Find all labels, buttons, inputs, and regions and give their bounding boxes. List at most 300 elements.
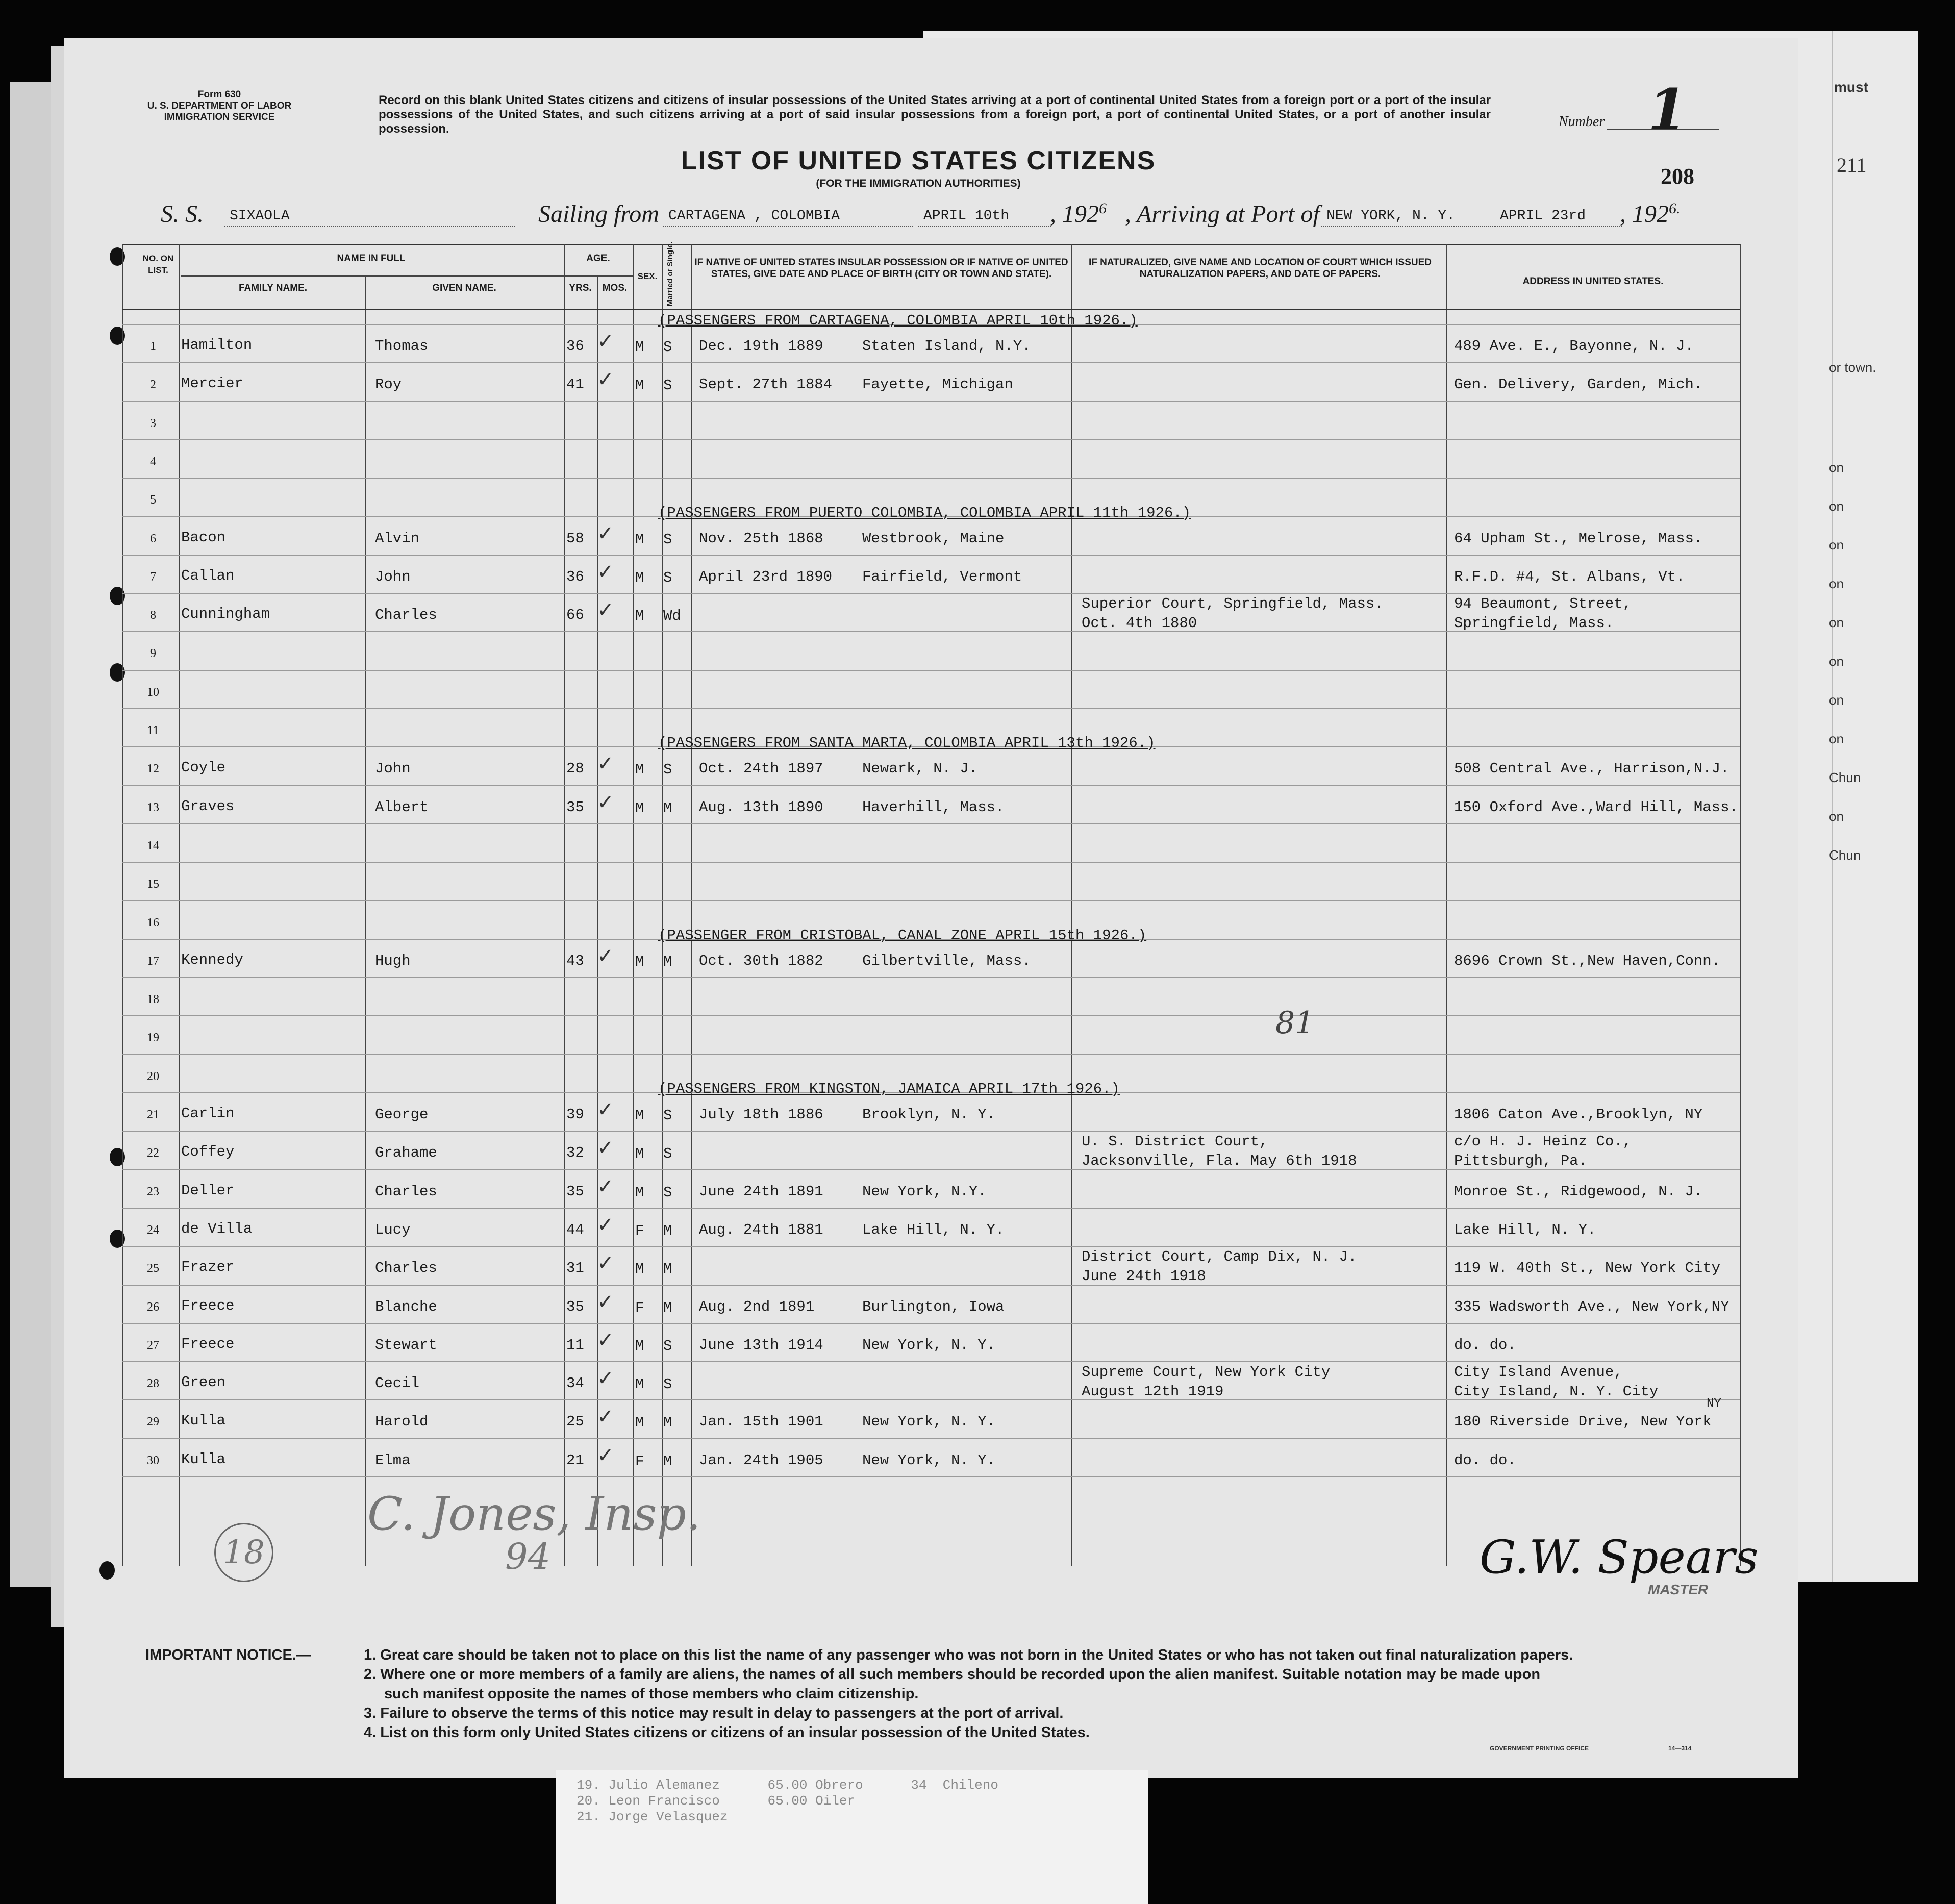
sailing-line (0, 200, 1735, 231)
age-years: 35 (566, 799, 584, 816)
departure-port: CARTAGENA , COLOMBIA (663, 208, 913, 227)
given-name: Hugh (375, 953, 411, 969)
check-mark: ✓ (597, 1405, 614, 1429)
address: c/o H. J. Heinz Co., (1454, 1133, 1632, 1150)
back-sheet-column-text: on (1829, 460, 1844, 475)
birth-place: Westbrook, Maine (862, 530, 1005, 547)
row-number: 9 (150, 647, 156, 660)
age-years: 66 (566, 607, 584, 623)
row-number: 25 (147, 1262, 159, 1275)
age-years: 32 (566, 1144, 584, 1161)
table-column-rule (1071, 244, 1072, 1566)
check-mark: ✓ (597, 752, 614, 775)
row-number: 17 (147, 955, 159, 968)
given-name: Grahame (375, 1144, 437, 1161)
check-mark: ✓ (597, 522, 614, 545)
birth-date: Jan. 15th 1901 (699, 1413, 823, 1430)
col-birth: IF NATIVE OF UNITED STATES INSULAR POSSESSION OR IF NATIVE OF UNITED STATES, GIVE DATE AND PLACE OF BIRTH (CITY OR TOWN AND STATE). (694, 257, 1068, 280)
birth-place: New York, N.Y. (862, 1183, 987, 1200)
important-notice (145, 1645, 1722, 1742)
family-name: Coffey (181, 1143, 235, 1160)
given-name: Roy (375, 376, 402, 393)
family-name: Kennedy (181, 951, 243, 968)
address: do. do. (1454, 1452, 1516, 1469)
sex: M (635, 761, 644, 778)
address: Gen. Delivery, Garden, Mich. (1454, 376, 1703, 393)
header-sub-rule (564, 275, 633, 277)
given-name: Stewart (375, 1337, 437, 1354)
marital-status: S (663, 761, 672, 778)
row-number: 2 (150, 378, 156, 391)
back-sheet-column-text: on (1829, 692, 1844, 708)
table-column-rule (633, 244, 634, 1566)
family-name: Freece (181, 1297, 235, 1314)
check-mark: ✓ (597, 560, 614, 584)
row-number: 16 (147, 916, 159, 930)
age-years: 35 (566, 1298, 584, 1315)
page-stamp: 208 (1661, 164, 1694, 189)
row-number: 24 (147, 1223, 159, 1237)
given-name: Albert (375, 799, 429, 816)
row-number: 13 (147, 801, 159, 814)
birth-place: Newark, N. J. (862, 760, 978, 777)
table-column-rule (122, 244, 123, 1566)
header-sub-rule (181, 275, 564, 277)
given-name: John (375, 760, 411, 777)
birth-date: Oct. 30th 1882 (699, 953, 823, 969)
inspector-number: 94 (505, 1536, 551, 1577)
sex: M (635, 1145, 644, 1162)
back-sheet-text-must: must (1834, 79, 1868, 95)
form-number: Form 630 (197, 89, 241, 100)
row-rule (122, 785, 1740, 786)
row-rule (122, 439, 1740, 440)
marital-status: S (663, 531, 672, 548)
back-sheet-column-text: on (1829, 654, 1844, 669)
address: Lake Hill, N. Y. (1454, 1221, 1596, 1238)
notice-item-2-continued: such manifest opposite the names of those members who claim citizenship. (384, 1686, 919, 1702)
birth-date: Sept. 27th 1884 (699, 376, 833, 393)
notice-item-1 (145, 1645, 1722, 1665)
marital-status: M (663, 800, 672, 817)
row-number: 4 (150, 455, 156, 468)
marital-status: S (663, 1145, 672, 1162)
family-name: Hamilton (181, 337, 253, 354)
birth-place: Fayette, Michigan (862, 376, 1013, 393)
sex: M (635, 1414, 644, 1431)
sex: M (635, 1338, 644, 1355)
row-number: 10 (147, 686, 159, 699)
age-years: 21 (566, 1452, 584, 1469)
ship-name: SIXAOLA (224, 208, 515, 227)
age-years: 44 (566, 1221, 584, 1238)
number-label: Number (1559, 114, 1605, 130)
marital-status: S (663, 377, 672, 394)
address-line-2: City Island, N. Y. City (1454, 1383, 1659, 1400)
address-note: NY (1707, 1397, 1721, 1411)
address: 335 Wadsworth Ave., New York,NY (1454, 1298, 1730, 1315)
back-sheet-number: 211 (1837, 154, 1867, 177)
marital-status: S (663, 339, 672, 356)
form-identifier (133, 89, 306, 123)
family-name: Frazer (181, 1259, 235, 1275)
row-number: 1 (150, 340, 156, 353)
row-number: 22 (147, 1146, 159, 1160)
notice-text: 1. Great care should be taken not to place on this list the name of any passenger who was not born in the United States or who has not taken out final naturalization papers. (364, 1647, 1573, 1663)
birth-date: Aug. 2nd 1891 (699, 1298, 815, 1315)
address: 64 Upham St., Melrose, Mass. (1454, 530, 1703, 547)
row-rule (122, 1361, 1740, 1362)
sex: M (635, 569, 644, 586)
row-rule (122, 1208, 1740, 1209)
underlying-strip (556, 1770, 1148, 1904)
punch-hole (99, 1561, 115, 1580)
check-mark: ✓ (597, 791, 614, 814)
col-age-yrs: YRS. (569, 283, 592, 293)
address: 1806 Caton Ave.,Brooklyn, NY (1454, 1106, 1703, 1123)
given-name: George (375, 1106, 429, 1123)
birth-place: Brooklyn, N. Y. (862, 1106, 996, 1123)
sex: F (635, 1453, 644, 1470)
given-name: Alvin (375, 530, 420, 547)
notice-lead: IMPORTANT NOTICE.— (145, 1647, 311, 1663)
page-title: LIST OF UNITED STATES CITIZENS (681, 146, 1156, 176)
check-mark: ✓ (597, 1136, 614, 1160)
family-name: Callan (181, 567, 235, 584)
sailing-from-label: Sailing from (538, 201, 659, 228)
birth-date: June 13th 1914 (699, 1337, 823, 1354)
table-column-rule (1740, 244, 1741, 1566)
row-number: 8 (150, 609, 156, 622)
sex: M (635, 1376, 644, 1393)
row-rule (122, 1015, 1740, 1016)
notice-item-3: 3. Failure to observe the terms of this notice may result in delay to passengers at the port of arrival. (364, 1705, 1064, 1721)
birth-place: Gilbertville, Mass. (862, 953, 1031, 969)
col-no-on-list: NO. ON LIST. (142, 254, 174, 275)
table-column-rule (1446, 244, 1447, 1566)
strip-line: 20. Leon Francisco 65.00 Oiler (577, 1793, 856, 1809)
background-sheet-rule (1832, 31, 1833, 1582)
birth-date: Aug. 24th 1881 (699, 1221, 823, 1238)
table-top-rule (122, 244, 1740, 245)
row-number: 27 (147, 1339, 159, 1352)
record-instructions: Record on this blank United States citizens and citizens of insular possessions of the United States arriving at a port of continental United States from a foreign port or a port of the insular possessions of the United States, and such citizens arriving at a port of said insular possessions from a foreign port, a port of continental United States, or a port of another insular possession. (379, 93, 1491, 136)
given-name: John (375, 568, 411, 585)
birth-place: Lake Hill, N. Y. (862, 1221, 1005, 1238)
row-rule (122, 555, 1740, 556)
family-name: Coyle (181, 759, 226, 776)
col-address: ADDRESS IN UNITED STATES. (1522, 276, 1664, 287)
sex: M (635, 531, 644, 548)
row-rule (122, 1285, 1740, 1286)
birth-date: Aug. 13th 1890 (699, 799, 823, 816)
marital-status: M (663, 1299, 672, 1316)
row-number: 12 (147, 762, 159, 775)
birth-date: Nov. 25th 1868 (699, 530, 823, 547)
address: City Island Avenue, (1454, 1364, 1623, 1381)
given-name: Harold (375, 1413, 429, 1430)
family-name: Cunningham (181, 606, 270, 622)
check-mark: ✓ (597, 1251, 614, 1275)
age-years: 36 (566, 338, 584, 355)
check-mark: ✓ (597, 1444, 614, 1467)
col-family-name: FAMILY NAME. (238, 283, 308, 293)
row-rule (122, 977, 1740, 978)
back-sheet-column-text: on (1829, 615, 1844, 630)
birth-date: July 18th 1886 (699, 1106, 823, 1123)
ss-label: S. S. (161, 201, 204, 228)
printer-imprint: GOVERNMENT PRINTING OFFICE (1490, 1745, 1589, 1752)
marital-status: M (663, 954, 672, 970)
row-number: 5 (150, 493, 156, 507)
birth-date: Jan. 24th 1905 (699, 1452, 823, 1469)
row-rule (122, 478, 1740, 479)
address: 180 Riverside Drive, New York (1454, 1413, 1712, 1430)
address: R.F.D. #4, St. Albans, Vt. (1454, 568, 1685, 585)
family-name: Kulla (181, 1451, 226, 1468)
given-name: Blanche (375, 1298, 437, 1315)
row-number: 18 (147, 993, 159, 1006)
age-years: 11 (566, 1337, 584, 1354)
arriving-label: , Arriving at Port of (1125, 201, 1320, 228)
sex: M (635, 1261, 644, 1277)
check-mark: ✓ (597, 1290, 614, 1314)
age-years: 34 (566, 1375, 584, 1392)
sex: M (635, 608, 644, 624)
birth-date: Dec. 19th 1889 (699, 338, 823, 355)
check-mark: ✓ (597, 1098, 614, 1121)
naturalization-court: District Court, Camp Dix, N. J. (1082, 1248, 1357, 1265)
address: 119 W. 40th St., New York City (1454, 1260, 1721, 1276)
master-label: MASTER (1648, 1582, 1709, 1597)
address: 94 Beaumont, Street, (1454, 595, 1632, 612)
sex: M (635, 339, 644, 356)
manifest-page (64, 38, 1798, 1778)
row-rule (122, 593, 1740, 594)
address-line-2: Pittsburgh, Pa. (1454, 1153, 1588, 1169)
check-mark: ✓ (597, 330, 614, 353)
given-name: Charles (375, 1183, 437, 1200)
family-name: Carlin (181, 1105, 235, 1122)
birth-place: Haverhill, Mass. (862, 799, 1005, 816)
given-name: Elma (375, 1452, 411, 1469)
row-number: 19 (147, 1031, 159, 1044)
row-rule (122, 401, 1740, 402)
given-name: Charles (375, 1260, 437, 1276)
table-column-rule (662, 244, 663, 1566)
row-number: 26 (147, 1300, 159, 1314)
family-name: Deller (181, 1182, 235, 1199)
check-mark: ✓ (597, 944, 614, 968)
table-column-rule (564, 244, 565, 1566)
inspector-signature: C. Jones, Insp. (367, 1487, 701, 1541)
family-name: Mercier (181, 375, 243, 392)
col-age: AGE. (586, 253, 610, 264)
row-rule (122, 1131, 1740, 1132)
group-heading: (PASSENGERS FROM SANTA MARTA, COLOMBIA APRIL 13th 1926.) (658, 735, 1156, 751)
col-married-single: Married or Single. (666, 241, 674, 306)
master-signature: G.W. Spears (1480, 1531, 1759, 1584)
row-number: 30 (147, 1454, 159, 1467)
sex: M (635, 377, 644, 394)
naturalization-court: Superior Court, Springfield, Mass. (1082, 595, 1384, 612)
address: Monroe St., Ridgewood, N. J. (1454, 1183, 1703, 1200)
marital-status: M (663, 1222, 672, 1239)
marital-status: S (663, 1107, 672, 1124)
row-number: 15 (147, 878, 159, 891)
row-rule (122, 862, 1740, 863)
row-rule (122, 670, 1740, 671)
family-name: de Villa (181, 1220, 253, 1237)
naturalization-date: August 12th 1919 (1082, 1383, 1224, 1400)
row-number: 23 (147, 1185, 159, 1198)
row-number: 3 (150, 417, 156, 430)
row-rule (122, 1054, 1740, 1055)
given-name: Thomas (375, 338, 429, 355)
row-rule (122, 1246, 1740, 1247)
back-sheet-column-text: on (1829, 809, 1844, 824)
arrival-port: NEW YORK, N. Y. (1321, 208, 1495, 227)
address: do. do. (1454, 1337, 1516, 1354)
list-number: 1 (1648, 77, 1687, 142)
age-years: 58 (566, 530, 584, 547)
row-rule (122, 1476, 1740, 1477)
sex: M (635, 800, 644, 817)
birth-place: New York, N. Y. (862, 1413, 996, 1430)
age-years: 39 (566, 1106, 584, 1123)
address: 8696 Crown St.,New Haven,Conn. (1454, 953, 1721, 969)
address: 508 Central Ave., Harrison,N.J. (1454, 760, 1730, 777)
marital-status: Wd (663, 608, 681, 624)
check-mark: ✓ (597, 1213, 614, 1237)
check-mark: ✓ (597, 368, 614, 391)
marital-status: S (663, 569, 672, 586)
strip-line: 19. Julio Alemanez 65.00 Obrero 34 Chileno (577, 1777, 998, 1793)
notice-item-4: 4. List on this form only United States citizens or citizens of an insular possession of the United States. (364, 1724, 1090, 1741)
address: 489 Ave. E., Bayonne, N. J. (1454, 338, 1694, 355)
group-heading: (PASSENGER FROM CRISTOBAL, CANAL ZONE APRIL 15th 1926.) (658, 927, 1147, 944)
age-years: 25 (566, 1413, 584, 1430)
year-prefix: , 192 (1620, 201, 1669, 228)
row-rule (122, 823, 1740, 824)
family-name: Kulla (181, 1412, 226, 1429)
check-mark: ✓ (597, 598, 614, 622)
birth-place: Fairfield, Vermont (862, 568, 1022, 585)
row-number: 20 (147, 1070, 159, 1083)
sex: M (635, 954, 644, 970)
row-number: 6 (150, 532, 156, 545)
age-years: 41 (566, 376, 584, 393)
row-number: 14 (147, 839, 159, 853)
check-mark: ✓ (597, 1367, 614, 1390)
sex: M (635, 1184, 644, 1201)
row-rule (122, 900, 1740, 901)
form-code: 14—314 (1668, 1745, 1692, 1752)
naturalization-court: Supreme Court, New York City (1082, 1364, 1331, 1381)
check-mark: ✓ (597, 1329, 614, 1352)
address-line-2: Springfield, Mass. (1454, 615, 1614, 632)
service-name: IMMIGRATION SERVICE (164, 112, 275, 122)
back-sheet-column-text: on (1829, 537, 1844, 553)
year-prefix: , 192 (1050, 201, 1099, 228)
birth-date: Oct. 24th 1897 (699, 760, 823, 777)
birth-date: June 24th 1891 (699, 1183, 823, 1200)
col-sex: SEX. (637, 271, 658, 281)
naturalization-court: U. S. District Court, (1082, 1133, 1268, 1150)
page-subtitle: (FOR THE IMMIGRATION AUTHORITIES) (816, 178, 1021, 189)
marital-status: S (663, 1376, 672, 1393)
row-rule (122, 708, 1740, 709)
passenger-count: 18 (214, 1523, 273, 1582)
birth-place: Burlington, Iowa (862, 1298, 1005, 1315)
sex: F (635, 1299, 644, 1316)
arrival-date: APRIL 23rd (1495, 208, 1622, 227)
naturalization-date: June 24th 1918 (1082, 1268, 1206, 1285)
row-number: 11 (147, 724, 159, 737)
birth-place: New York, N. Y. (862, 1337, 996, 1354)
col-given-name: GIVEN NAME. (432, 283, 496, 293)
department-name: U. S. DEPARTMENT OF LABOR (147, 101, 292, 111)
address: 150 Oxford Ave.,Ward Hill, Mass. (1454, 799, 1738, 816)
age-years: 31 (566, 1260, 584, 1276)
row-rule (122, 1169, 1740, 1170)
sex: F (635, 1222, 644, 1239)
group-heading: (PASSENGERS FROM PUERTO COLOMBIA, COLOMBIA APRIL 11th 1926.) (658, 505, 1191, 521)
marital-status: M (663, 1414, 672, 1431)
row-number: 28 (147, 1377, 159, 1390)
age-years: 43 (566, 953, 584, 969)
departure-year (1050, 200, 1107, 228)
row-rule (122, 1438, 1740, 1439)
sex: M (635, 1107, 644, 1124)
back-sheet-column-text: on (1829, 576, 1844, 591)
margin-mark: 81 (1275, 1005, 1315, 1041)
back-sheet-column-text: Chun (1829, 770, 1861, 785)
back-sheet-column-text: on (1829, 498, 1844, 514)
birth-place: New York, N. Y. (862, 1452, 996, 1469)
arrival-year (1620, 200, 1681, 228)
strip-line: 21. Jorge Velasquez (577, 1809, 728, 1824)
age-years: 36 (566, 568, 584, 585)
group-heading: (PASSENGERS FROM KINGSTON, JAMAICA APRIL 17th 1926.) (658, 1081, 1120, 1097)
row-number: 21 (147, 1108, 159, 1121)
given-name: Cecil (375, 1375, 420, 1392)
col-age-mos: MOS. (602, 283, 628, 293)
year-digit: 6. (1669, 200, 1681, 217)
naturalization-date: Jacksonville, Fla. May 6th 1918 (1082, 1153, 1357, 1169)
birth-date: April 23rd 1890 (699, 568, 833, 585)
family-name: Graves (181, 798, 235, 815)
row-number: 29 (147, 1415, 159, 1429)
back-sheet-column-text: on (1829, 731, 1844, 746)
back-sheet-column-text: Chun (1829, 847, 1861, 863)
table-column-rule (691, 244, 692, 1566)
marital-status: S (663, 1338, 672, 1355)
row-number: 7 (150, 570, 156, 584)
birth-place: Staten Island, N.Y. (862, 338, 1031, 355)
marital-status: M (663, 1453, 672, 1470)
header-bottom-rule (122, 309, 1740, 310)
row-rule (122, 1323, 1740, 1324)
check-mark: ✓ (597, 1175, 614, 1198)
col-name-in-full: NAME IN FULL (337, 253, 406, 264)
age-years: 28 (566, 760, 584, 777)
row-rule (122, 362, 1740, 363)
group-heading: (PASSENGERS FROM CARTAGENA, COLOMBIA APRIL 10th 1926.) (658, 312, 1138, 329)
year-digit: 6 (1099, 200, 1107, 217)
table-column-rule (179, 244, 180, 1566)
family-name: Freece (181, 1336, 235, 1352)
